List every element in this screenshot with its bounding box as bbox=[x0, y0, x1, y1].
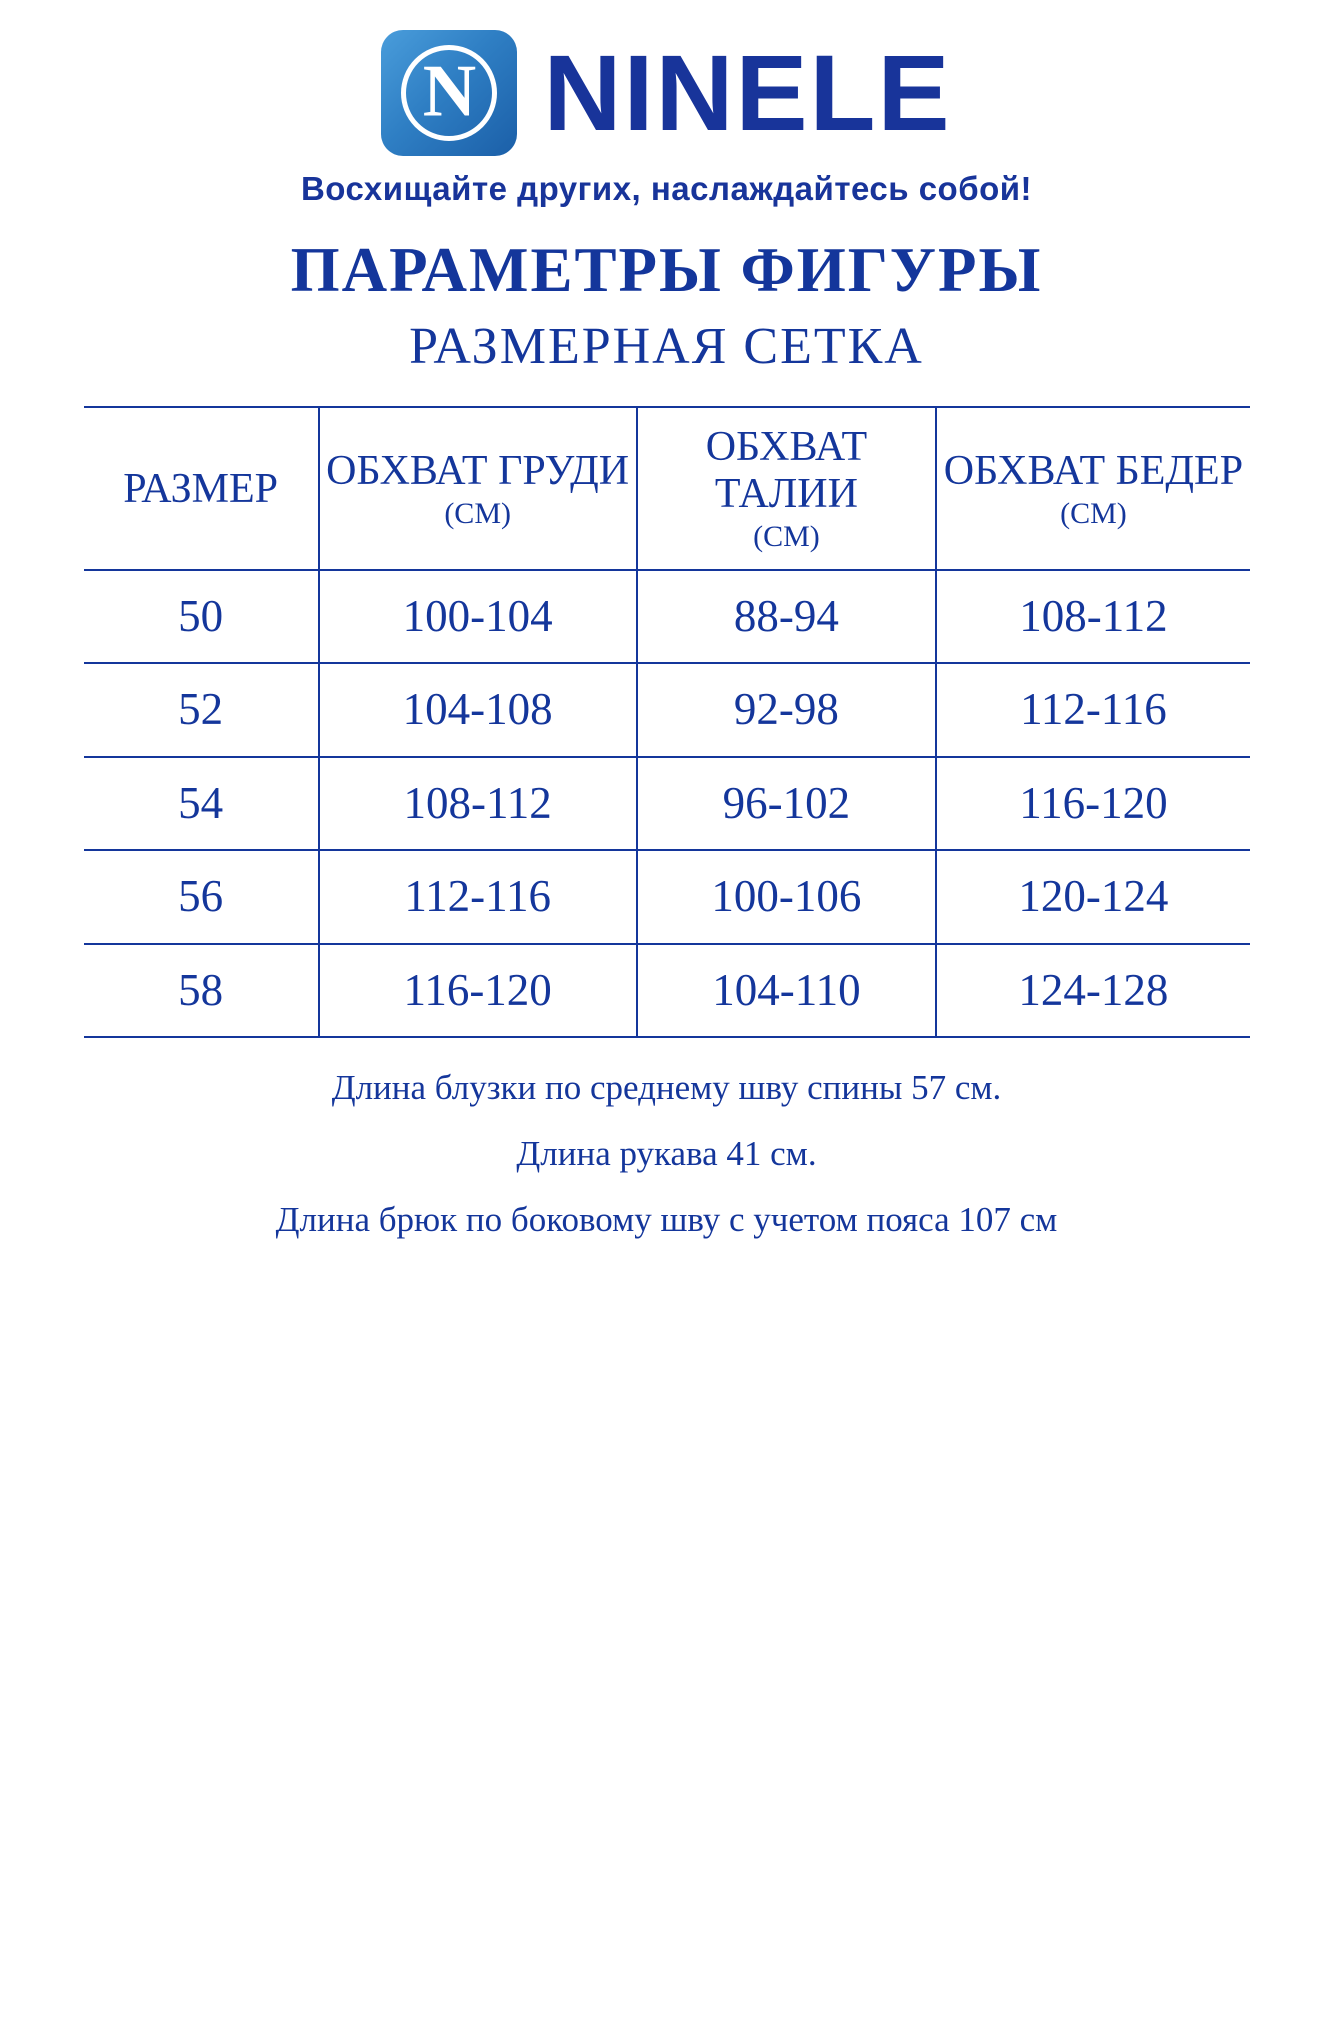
size-chart-page bbox=[0, 30, 1333, 2030]
cell-hips: 112-116 bbox=[936, 663, 1249, 757]
page-title: ПАРАМЕТРЫ ФИГУРЫ bbox=[290, 235, 1043, 305]
brand-name: NINELE bbox=[543, 32, 952, 153]
cell-bust: 112-116 bbox=[319, 850, 637, 944]
size-table bbox=[84, 406, 1250, 1038]
cell-waist: 104-110 bbox=[637, 944, 937, 1038]
measurement-notes bbox=[84, 1070, 1250, 1238]
size-table-wrap bbox=[84, 406, 1250, 1038]
note-trousers-length: Длина брюк по боковому шву с учетом пояса 107 см bbox=[275, 1199, 1058, 1239]
cell-hips: 116-120 bbox=[936, 757, 1249, 851]
cell-size: 52 bbox=[84, 663, 319, 757]
table-header-row bbox=[84, 407, 1250, 570]
note-blouse-length: Длина блузки по среднему шву спины 57 см. bbox=[331, 1068, 1002, 1108]
page-subtitle: РАЗМЕРНАЯ СЕТКА bbox=[409, 318, 924, 375]
column-header-size-label: РАЗМЕР bbox=[123, 465, 278, 512]
table-row bbox=[84, 570, 1250, 664]
cell-size: 58 bbox=[84, 944, 319, 1038]
cell-bust: 116-120 bbox=[319, 944, 637, 1038]
cell-bust: 100-104 bbox=[319, 570, 637, 664]
column-header-waist bbox=[637, 407, 937, 570]
cell-waist: 96-102 bbox=[637, 757, 937, 851]
column-header-hips-label: ОБХВАТ БЕДЕР bbox=[943, 447, 1244, 494]
table-row bbox=[84, 944, 1250, 1038]
cell-hips: 108-112 bbox=[936, 570, 1249, 664]
column-header-hips bbox=[936, 407, 1249, 570]
column-header-bust-unit: (СМ) bbox=[444, 496, 511, 530]
table-row bbox=[84, 850, 1250, 944]
brand-header bbox=[0, 30, 1333, 208]
cell-waist: 100-106 bbox=[637, 850, 937, 944]
cell-size: 50 bbox=[84, 570, 319, 664]
cell-bust: 104-108 bbox=[319, 663, 637, 757]
ninele-monogram-icon bbox=[381, 30, 517, 156]
column-header-hips-unit: (СМ) bbox=[1060, 496, 1127, 530]
cell-hips: 120-124 bbox=[936, 850, 1249, 944]
column-header-bust-label: ОБХВАТ ГРУДИ bbox=[326, 447, 630, 494]
cell-size: 56 bbox=[84, 850, 319, 944]
logo-row bbox=[381, 30, 951, 156]
column-header-size bbox=[84, 407, 319, 570]
table-row bbox=[84, 663, 1250, 757]
size-table-body bbox=[84, 570, 1250, 1038]
column-header-waist-unit: (СМ) bbox=[753, 520, 820, 554]
size-table-head bbox=[84, 407, 1250, 570]
logo-letter: N bbox=[422, 50, 477, 133]
table-row bbox=[84, 757, 1250, 851]
column-header-bust bbox=[319, 407, 637, 570]
cell-bust: 108-112 bbox=[319, 757, 637, 851]
cell-waist: 92-98 bbox=[637, 663, 937, 757]
cell-waist: 88-94 bbox=[637, 570, 937, 664]
cell-hips: 124-128 bbox=[936, 944, 1249, 1038]
column-header-waist-label: ОБХВАТ ТАЛИИ bbox=[705, 424, 868, 518]
note-sleeve-length: Длина рукава 41 см. bbox=[516, 1133, 817, 1173]
brand-slogan: Восхищайте других, наслаждайтесь собой! bbox=[300, 170, 1033, 207]
cell-size: 54 bbox=[84, 757, 319, 851]
